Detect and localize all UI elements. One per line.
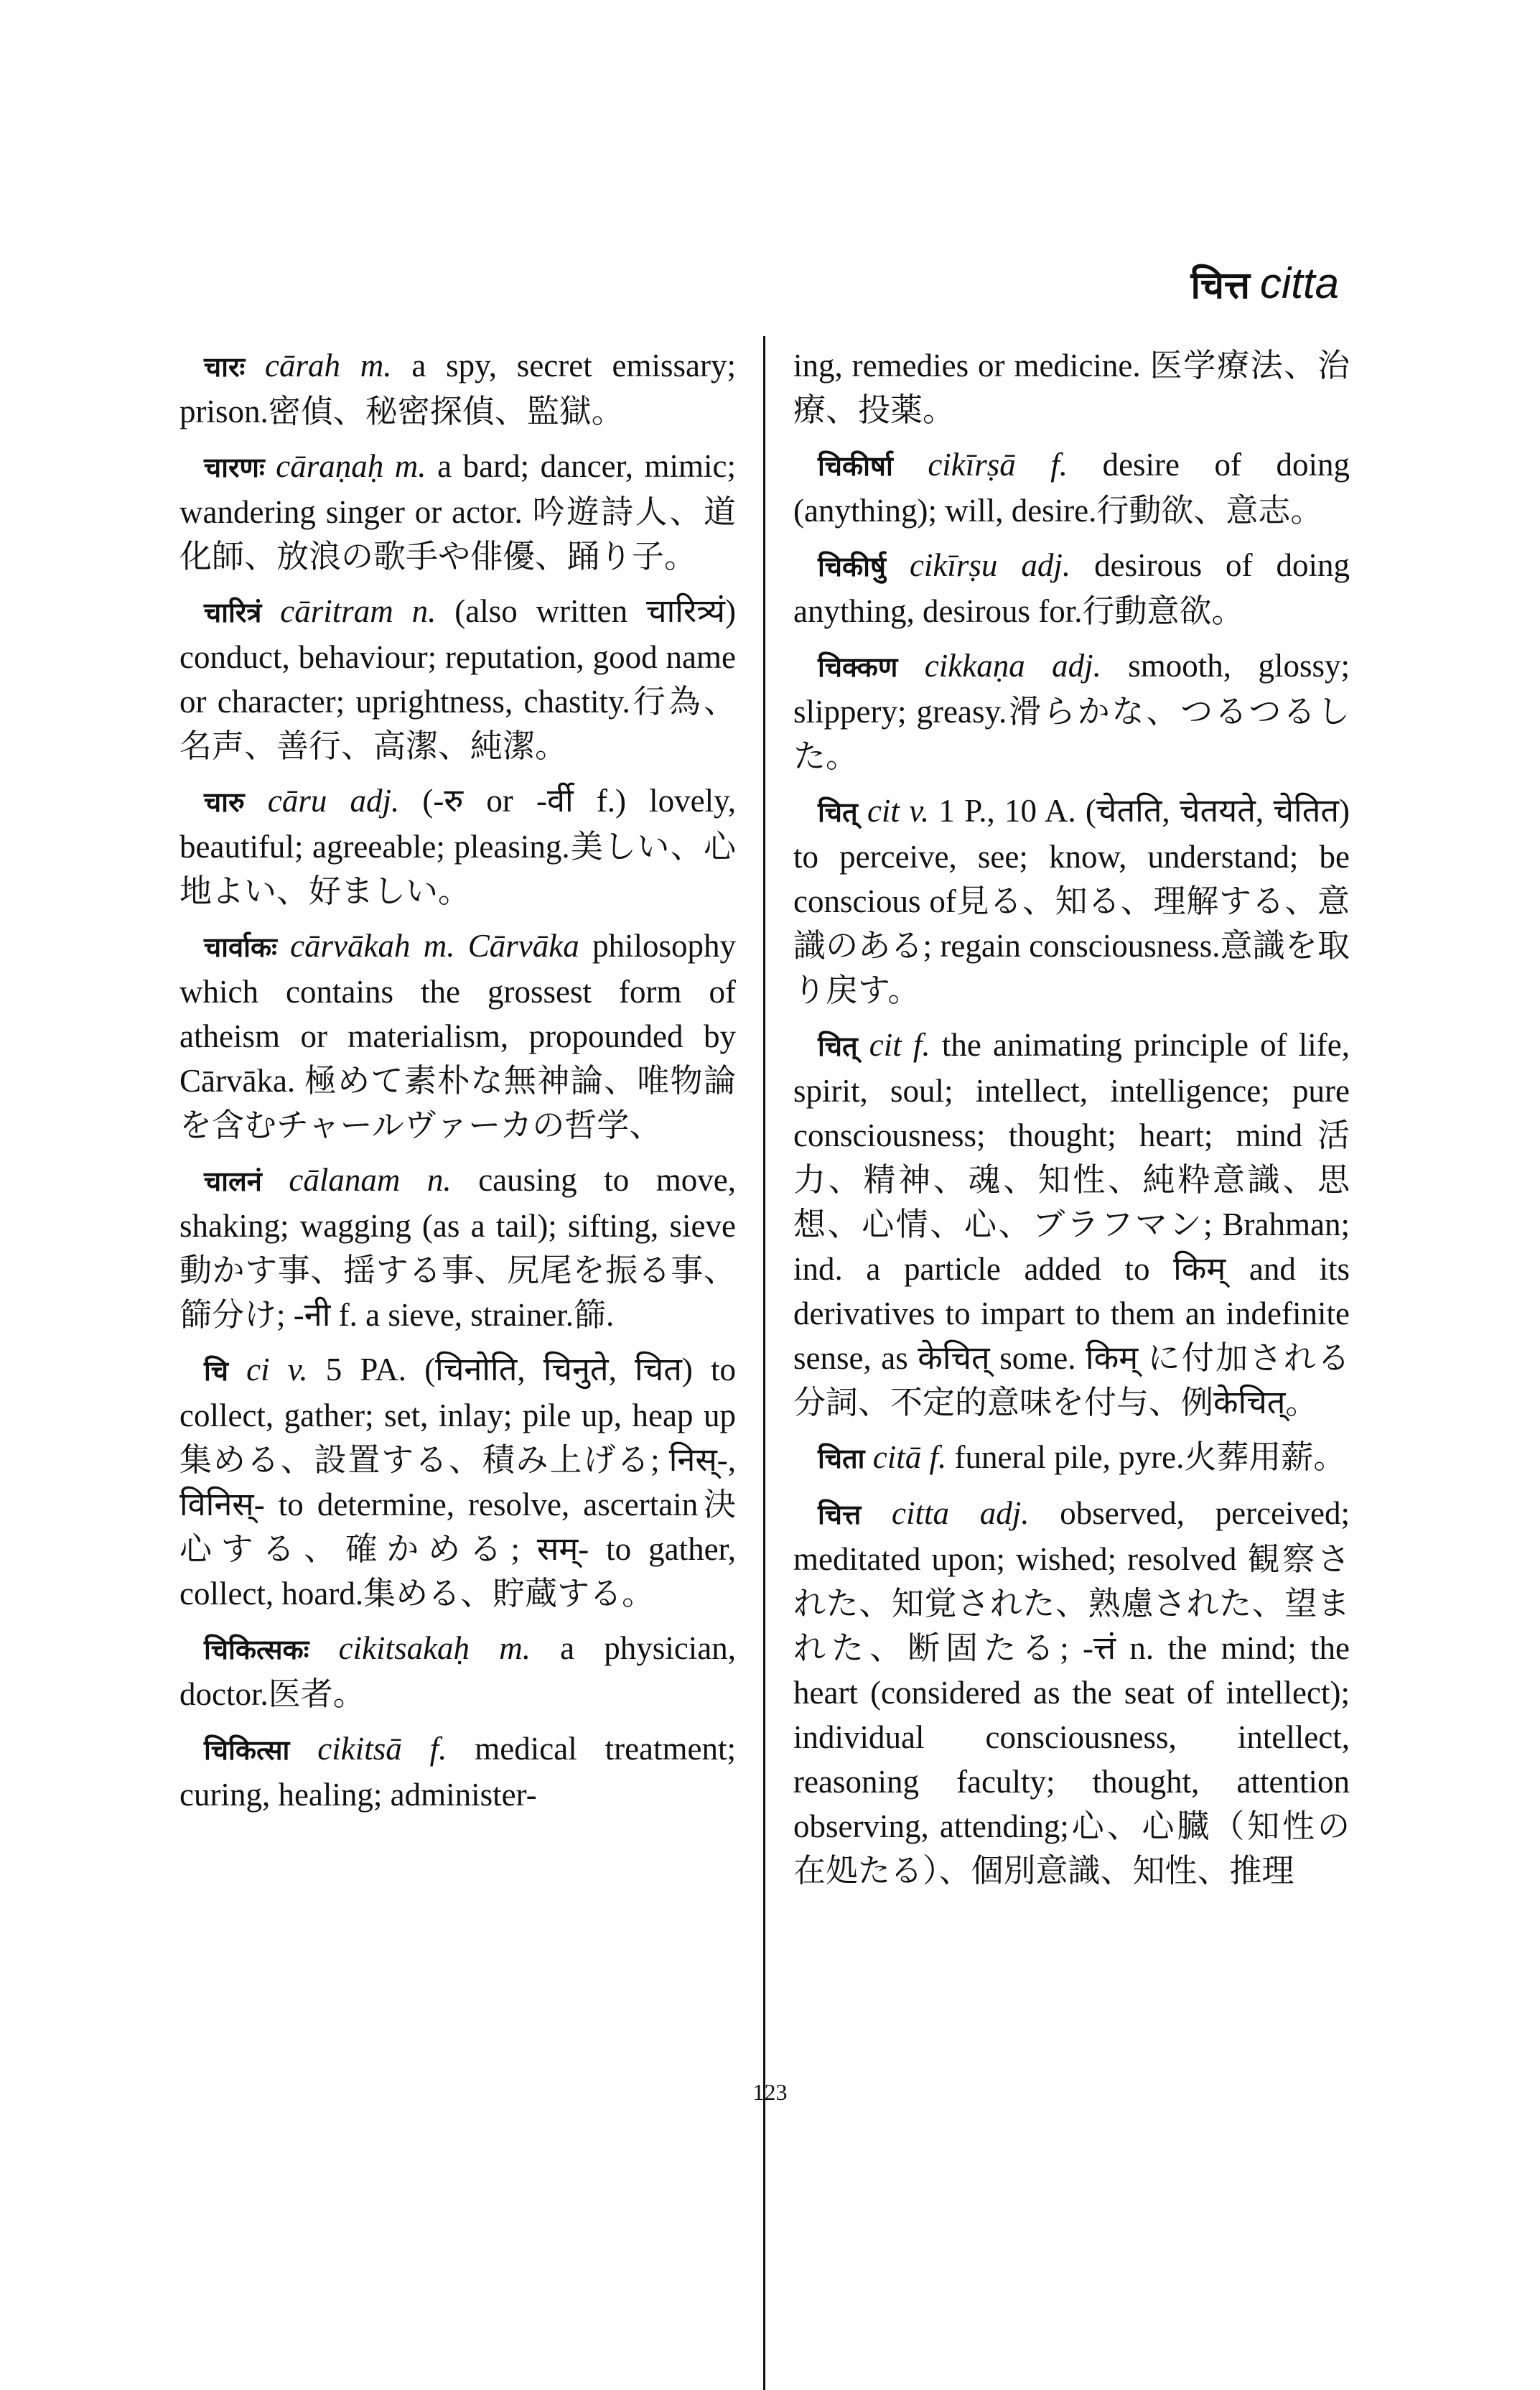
dictionary-entry [179, 1158, 736, 1337]
entry-definition: 5 PA. (चिनोति, चिनुते, चित) to collect, gather; set, inlay; pile up, heap up集める、設置する、積み上げる; निस्-, विनिस्- to determine, resolve, ascertain決心する、確かめる; सम्- to gather, collect, hoard.集める、貯蔵する。 [179, 1352, 736, 1612]
dictionary-entry [179, 924, 736, 1148]
entry-transliteration: cikīrṣā f. [928, 447, 1068, 483]
dictionary-entry [793, 1023, 1350, 1425]
dictionary-entry [179, 444, 736, 579]
dictionary-entry [179, 343, 736, 434]
entry-definition: a bard; dancer, mimic; wandering singer or actor. 吟遊詩人、道化師、放浪の歌手や俳優、踊り子。 [179, 448, 737, 575]
entry-headword: चिता [818, 1443, 865, 1474]
entry-definition: a spy, secret emissary; prison.密偵、秘密探偵、監獄。 [179, 348, 736, 429]
entry-definition: desire of doing (anything); will, desire.行動欲、意志。 [793, 447, 1350, 529]
page-number: 123 [752, 2079, 788, 2105]
entry-definition: smooth, glossy; slippery; greasy.滑らかな、つるつるした。 [793, 648, 1350, 774]
dictionary-entry [793, 1491, 1350, 1893]
entry-transliteration: cālanam n. [289, 1162, 452, 1198]
entry-headword: चिक्कण [818, 651, 898, 683]
entry-transliteration: cāru adj. [267, 783, 400, 819]
entry-transliteration: citta adj. [891, 1495, 1030, 1531]
entry-definition: desirous of doing anything, desirous for.行動意欲。 [793, 547, 1350, 629]
entry-headword: चित् [818, 1031, 858, 1062]
entry-headword: चारु [204, 786, 245, 818]
page-header [1191, 259, 1339, 310]
entry-headword: चिकित्सकः [204, 1634, 309, 1665]
dictionary-entry [793, 343, 1350, 432]
entry-headword: चारणः [204, 452, 265, 483]
entry-definition: (also written चारित्र्यं) conduct, behaviour; reputation, good name or character; uprightness, chastity.行為、名声、善行、高潔、純潔。 [179, 593, 737, 764]
entry-transliteration: cikīrṣu adj. [909, 547, 1071, 583]
entry-definition: (-रु or -र्वी f.) lovely, beautiful; agreeable; pleasing.美しい、心地よい、好ましい。 [179, 783, 736, 909]
dictionary-entry [793, 1435, 1350, 1481]
header-devanagari: चित्त [1190, 264, 1250, 307]
dictionary-entry [179, 589, 736, 768]
dictionary-entry [793, 643, 1350, 778]
entry-transliteration: ci v. [246, 1352, 308, 1387]
entry-headword: चि [204, 1355, 228, 1387]
entry-definition: observed, perceived; meditated upon; wished; resolved 観察された、知覚された、熟慮された、望まれた、断固たる; -त्तं n. the mind; the heart (considered as the seat of intellect); individual consciousness, intellect, reasoning faculty; thought, attention observing, attending;心、心臓（知性の在処たる）、個別意識、知性、推理 [793, 1495, 1350, 1889]
entry-definition: a physician, doctor.医者。 [179, 1630, 737, 1712]
left-column [179, 343, 736, 1827]
entry-transliteration: cāraṇaḥ m. [276, 448, 426, 484]
entry-transliteration: cikitsā f. [317, 1731, 447, 1767]
entry-transliteration: cit f. [869, 1027, 930, 1063]
entry-headword: चारित्रं [204, 597, 262, 628]
entry-definition: causing to move, shaking; wagging (as a tail); sifting, sieve動かす事、揺する事、尻尾を振る事、篩分け; -नी f. a sieve, strainer.篩. [179, 1162, 736, 1333]
entry-definition: funeral pile, pyre.火葬用薪。 [946, 1439, 1346, 1475]
entry-headword: चित् [818, 796, 858, 828]
entry-definition: medical treatment; curing, healing; administer- [179, 1731, 737, 1813]
entry-transliteration: cit v. [867, 793, 930, 829]
dictionary-entry [179, 1726, 736, 1817]
entry-transliteration: cikitsakaḥ m. [338, 1630, 531, 1666]
entry-headword: चिकित्सा [204, 1734, 290, 1766]
entry-transliteration: cikkaṇa adj. [924, 648, 1101, 684]
entry-headword: चिकीर्षु [818, 551, 886, 582]
right-column [793, 343, 1350, 1903]
entry-definition: 1 P., 10 A. (चेतति, चेतयते, चेतित) to perceive, see; know, understand; be conscious of見る、知る、理解する、意識のある; regain consciousness.意識を取り戻す。 [793, 793, 1350, 1008]
header-latin: citta [1259, 259, 1339, 307]
entry-transliteration: cārah m. [265, 348, 392, 383]
entry-headword: चित्त [818, 1499, 862, 1530]
dictionary-entry [179, 1626, 736, 1716]
entry-definition: ing, remedies or medicine. 医学療法、治療、投薬。 [793, 348, 1350, 428]
entry-transliteration: citā f. [872, 1439, 947, 1475]
entry-definition: the animating principle of life, spirit, soul; intellect, intelligence; pure consciousness; thought; heart; mind活力、精神、魂、知性、純粋意識、思想、心情、心、ブラフマン; Brahman; ind. a particle added to किम् and its derivatives to impart to them an indefinite sense, as केचित् some. किम् に付加される分詞、不定的意味を付与、例केचित्。 [793, 1027, 1350, 1420]
entry-transliteration: cāritram n. [280, 593, 437, 629]
dictionary-entry [179, 1347, 736, 1616]
dictionary-entry [793, 442, 1350, 533]
entry-headword: चिकीर्षा [818, 450, 893, 482]
entry-headword: चारः [204, 351, 246, 383]
entry-definition: philosophy which contains the grossest form of atheism or materialism, propounded by Cārvāka. 極めて素朴な無神論、唯物論を含むチャールヴァーカの哲学、 [179, 928, 736, 1143]
entry-transliteration: cārvākah m. Cārvāka [290, 928, 579, 964]
entry-headword: चार्वाकः [204, 931, 277, 963]
dictionary-entry [179, 778, 736, 913]
dictionary-entry [793, 789, 1350, 1013]
dictionary-entry [793, 543, 1350, 633]
entry-headword: चालनं [204, 1166, 262, 1197]
